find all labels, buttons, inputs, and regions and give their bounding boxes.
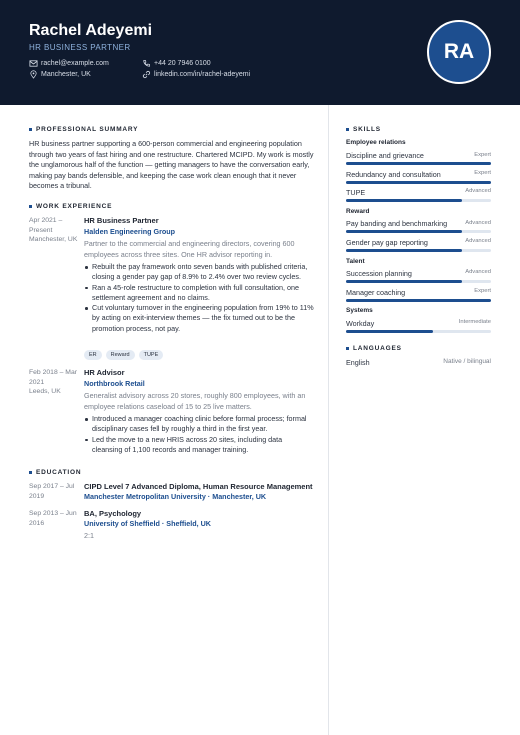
skill-bar-fill [346, 249, 462, 252]
skill-bar [346, 162, 491, 165]
mail-icon [29, 59, 38, 68]
skill-bar [346, 299, 491, 302]
skill-name: Redundancy and consultation [346, 170, 441, 179]
skill-group-label: Talent [346, 258, 365, 265]
job-title: HR Advisor [84, 368, 125, 377]
skill-name: Pay banding and benchmarking [346, 219, 448, 228]
job-location: Leeds, UK [29, 388, 61, 395]
skill-level: Expert [474, 152, 491, 158]
section-marker-icon [29, 471, 32, 474]
skill-level: Advanced [465, 220, 491, 226]
job-bullet: Led the move to a new HRIS across 20 sites, including data cleansing of 1,100 records and manager training. [84, 435, 314, 456]
contact-location [29, 70, 91, 79]
email-text: rachel@example.com [41, 60, 109, 67]
education-dates: Sep 2013 – Jun 2016 [29, 510, 77, 527]
phone-icon [142, 59, 151, 68]
contact-email[interactable] [29, 59, 109, 68]
job-description: Generalist advisory across 20 stores, roughly 800 employees, with an employee relations caseload of 15 to 25 live matters. [84, 391, 306, 411]
tag-chip: TUPE [139, 350, 164, 360]
candidate-role: HR BUSINESS PARTNER [29, 43, 131, 52]
education-school: University of Sheffield · Sheffield, UK [84, 519, 211, 528]
language-name: English [346, 358, 370, 367]
tag-chip: ER [84, 350, 102, 360]
skill-name: Gender pay gap reporting [346, 238, 428, 247]
tag-chip: Reward [106, 350, 135, 360]
candidate-name: Rachel Adeyemi [29, 22, 153, 39]
resume-header [0, 0, 520, 105]
section-marker-icon [29, 128, 32, 131]
skill-name: Discipline and grievance [346, 151, 424, 160]
skill-level: Expert [474, 288, 491, 294]
job-dates: Feb 2018 – Mar 2021 [29, 369, 77, 386]
skill-bar-fill [346, 330, 433, 333]
skill-bar-fill [346, 299, 491, 302]
skill-level: Intermediate [458, 319, 491, 325]
section-marker-icon [346, 128, 349, 131]
link-icon [142, 70, 151, 79]
job-dates: Apr 2021 – Present [29, 217, 63, 234]
skill-group-label: Reward [346, 208, 370, 215]
location-text: Manchester, UK [41, 71, 91, 78]
contact-phone[interactable] [142, 59, 211, 68]
skills-heading: SKILLS [346, 126, 381, 133]
skill-bar [346, 230, 491, 233]
job-title: HR Business Partner [84, 216, 159, 225]
phone-text: +44 20 7946 0100 [154, 60, 211, 67]
skill-bar [346, 330, 491, 333]
job-company: Northbrook Retail [84, 379, 145, 388]
summary-text: HR business partner supporting a 600-person commercial and engineering population through two years of fast hiring and one restructure. Chartered MCIPD. My work is mostly the unglamorous half of the function — getting managers to have the conversation early, making pay bands defensible, and keeping the case work clean enough that it never becomes a tribunal. [29, 139, 314, 190]
skill-group-label: Systems [346, 307, 373, 314]
skill-name: Succession planning [346, 269, 412, 278]
section-marker-icon [346, 347, 349, 350]
job-bullet: Rebuilt the pay framework onto seven bands with published criteria, closing a gender pay gap of 8.9% to 2.4% over two review cycles. [84, 262, 314, 283]
job-bullet: Ran a 45-role restructure to completion with full consultation, one settlement agreement and no claims. [84, 283, 314, 304]
job-bullets [84, 414, 314, 455]
education-degree: CIPD Level 7 Advanced Diploma, Human Resource Management [84, 482, 313, 491]
education-grade: 2:1 [84, 531, 94, 540]
skill-group-label: Employee relations [346, 139, 406, 146]
education-degree: BA, Psychology [84, 509, 142, 518]
language-level: Native / bilingual [443, 358, 491, 365]
job-bullet: Cut voluntary turnover in the engineering population from 19% to 11% by acting on exit-interview themes — the fix turned out to be the promotion process, not pay. [84, 303, 314, 334]
education-dates: Sep 2017 – Jul 2019 [29, 483, 75, 500]
location-pin-icon [29, 70, 38, 79]
skill-bar [346, 280, 491, 283]
column-divider [328, 105, 329, 735]
job-location: Manchester, UK [29, 236, 78, 243]
skill-level: Advanced [465, 238, 491, 244]
skill-name: Manager coaching [346, 288, 406, 297]
skill-name: TUPE [346, 188, 366, 197]
skill-bar [346, 199, 491, 202]
skill-level: Advanced [465, 269, 491, 275]
summary-heading: PROFESSIONAL SUMMARY [29, 126, 138, 133]
job-description: Partner to the commercial and engineering directors, covering 600 employees across three sites. One HR advisor reporting in. [84, 239, 295, 259]
job-tags [84, 350, 163, 360]
job-company: Halden Engineering Group [84, 227, 176, 236]
skill-bar-fill [346, 162, 491, 165]
avatar-initials: RA [427, 20, 491, 84]
skill-bar-fill [346, 181, 491, 184]
skill-bar-fill [346, 199, 462, 202]
section-marker-icon [29, 205, 32, 208]
experience-heading: WORK EXPERIENCE [29, 203, 112, 210]
skill-level: Expert [474, 170, 491, 176]
skill-name: Workday [346, 319, 375, 328]
skill-bar-fill [346, 230, 462, 233]
job-bullets [84, 262, 314, 334]
skill-bar [346, 181, 491, 184]
contact-linkedin[interactable] [142, 70, 250, 79]
job-bullet: Introduced a manager coaching clinic before formal process; formal disciplinary cases fell by roughly a third in the first year. [84, 414, 314, 435]
education-school: Manchester Metropolitan University · Manchester, UK [84, 492, 267, 501]
languages-heading: LANGUAGES [346, 345, 402, 352]
skill-bar-fill [346, 280, 462, 283]
linkedin-text: linkedin.com/in/rachel-adeyemi [154, 71, 251, 78]
education-heading: EDUCATION [29, 469, 81, 476]
skill-bar [346, 249, 491, 252]
skill-level: Advanced [465, 188, 491, 194]
